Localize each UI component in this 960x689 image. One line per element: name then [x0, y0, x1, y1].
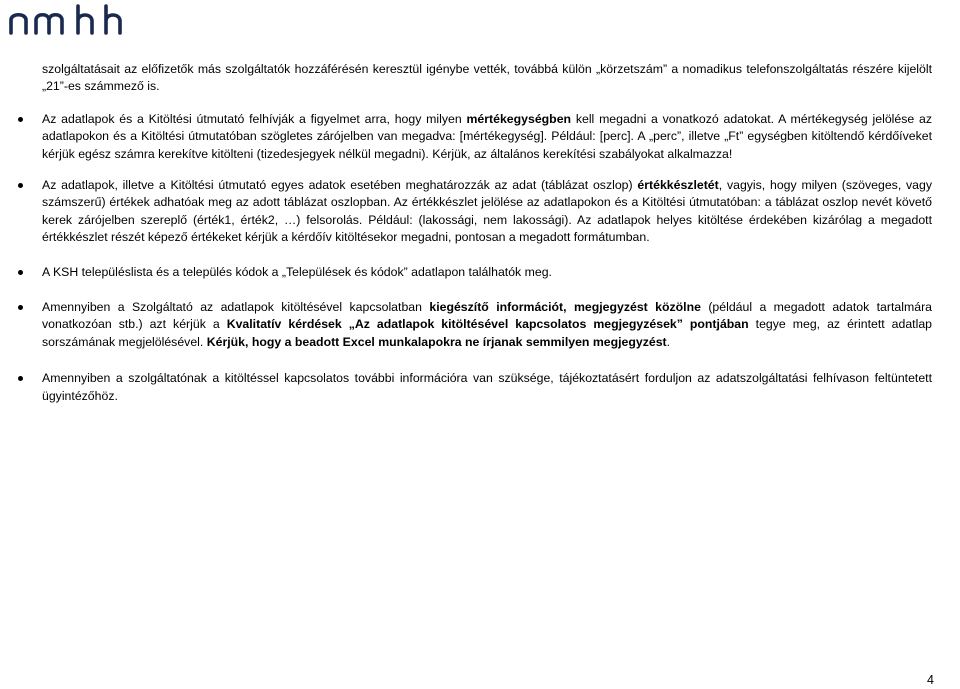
bold-span: mértékegységben	[466, 111, 572, 126]
bold-span: Kvalitatív kérdések „Az adatlapok kitöltésével kapcsolatos megjegyzések” pontjában	[226, 317, 749, 332]
list-item-ksh-codes: A KSH településlista és a település kódok a „Települések és kódok” adatlapon találhatók meg.	[42, 264, 932, 281]
text-span: Az adatlapok, illetve a Kitöltési útmutató egyes adatok esetében meghatározzák az adat (táblázat oszlop)	[42, 178, 638, 193]
text-span: tegye meg, az érintett adatlap sorszámának megjelölésével.	[42, 317, 933, 349]
list-item-measurement-units	[42, 111, 932, 163]
text-span: Az adatlapok és a Kitöltési útmutató felhívják a figyelmet arra, hogy milyen	[42, 111, 467, 126]
page-number: 4	[927, 673, 934, 687]
bold-span: Kérjük, hogy a beadott Excel munkalapokra ne írjanak semmilyen megjegyzést	[206, 334, 667, 349]
nmhh-logo-icon	[8, 2, 130, 36]
text-span: .	[666, 334, 671, 349]
list-item-additional-info	[42, 299, 932, 351]
document-body	[42, 61, 932, 405]
bold-span: értékkészletét	[637, 178, 719, 193]
list-item-value-sets	[42, 177, 932, 247]
text-span: (például a megadott adatok tartalmára vonatkozóan stb.) azt kérjük a	[42, 300, 932, 332]
bold-span: kiegészítő információt, megjegyzést közölne	[429, 300, 701, 315]
text-span: , vagyis, hogy milyen (szöveges, vagy számszerű) értékek adhatóak meg az adott táblázat oszlopban. Az értékkészlet jelölése az adatlapokon és a Kitöltési útmutatóban: a táblázat oszlop nevét követő kerek zárójelben szereplő (érték1, érték2, …) felsorolás. Például: (lakossági, nem lakossági). Az adatlapok helyes kitöltése érdekében kizárólag a megadott értékkészlet részét képező értékeket kérjük a kérdőív kitöltésekor megadni, pontosan a megadott formátumban.	[42, 178, 932, 245]
text-span: kell megadni a vonatkozó adatokat. A mértékegység jelölése az adatlapokon és a Kitöltési útmutatóban szögletes zárójelben van megadva: [mértékegység]. Például: [perc]. A „perc”, illetve „Ft” egységben kitöltendő kérdőíveket kérjük egész számra kerekítve kitölteni (tizedesjegyek nélkül megadni). Kérjük, az általános kerekítési szabályokat alkalmazza!	[42, 111, 932, 161]
text-span: Amennyiben a Szolgáltató az adatlapok kitöltésével kapcsolatban	[42, 300, 430, 315]
intro-paragraph: szolgáltatásait az előfizetők más szolgáltatók hozzáférésén keresztül igénybe vették, továbbá külön „körzetszám” a nomadikus telefonszolgáltatás részére kijelölt „21”-es számmező is.	[42, 62, 932, 94]
list-item-contact: Amennyiben a szolgáltatónak a kitöltéssel kapcsolatos további információra van szüksége, tájékoztatásért forduljon az adatszolgáltatási felhívason feltüntetett ügyintézőhöz.	[42, 370, 932, 405]
